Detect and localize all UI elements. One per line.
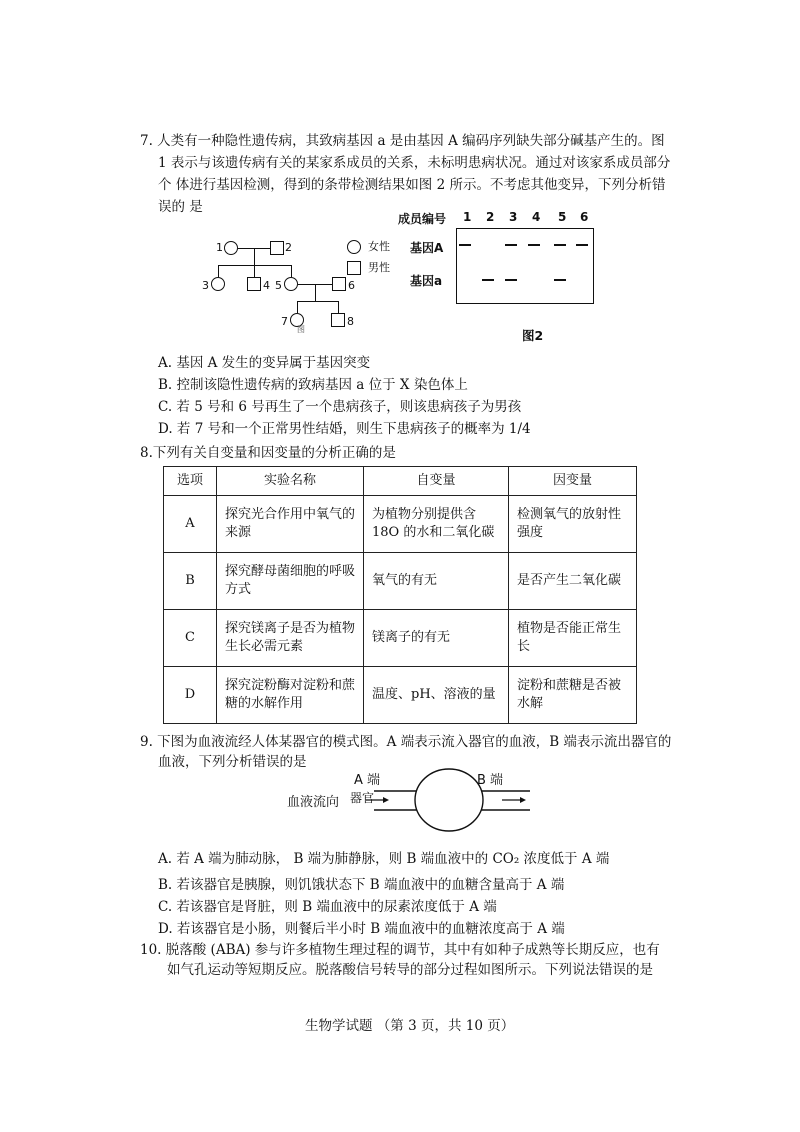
pedigree-descent-line-2 <box>315 284 316 301</box>
organ-ellipse <box>415 769 483 831</box>
header-experiment: 实验名称 <box>217 467 364 496</box>
row-option: D <box>164 667 217 724</box>
header-independent-variable: 自变量 <box>364 467 509 496</box>
table-header-row <box>164 467 637 496</box>
pedigree-male-symbol-8 <box>331 313 345 327</box>
row-experiment: 探究光合作用中氧气的来源 <box>217 496 364 553</box>
pedigree-number-5: 5 <box>275 279 282 292</box>
header-dependent-variable: 因变量 <box>509 467 637 496</box>
member-number-header: 成员编号 <box>398 212 447 226</box>
q7-option-b: B. 控制该隐性遗传病的致病基因 a 位于 X 染色体上 <box>158 377 468 393</box>
pedigree-line <box>254 265 255 277</box>
legend-female-label: 女性 <box>368 240 390 253</box>
q7-stem-line-4: 误的 是 <box>158 199 203 215</box>
pedigree-female-symbol-1 <box>224 241 238 255</box>
gene-a-label: 基因a <box>410 274 443 288</box>
q9-option-a: A. 若 A 端为肺动脉， B 端为肺静脉，则 B 端血液中的 CO₂ 浓度低于 A 端 <box>158 851 610 867</box>
q9-option-c: C. 若该器官是肾脏，则 B 端血液中的尿素浓度低于 A 端 <box>158 899 497 915</box>
pedigree-line <box>338 301 339 313</box>
q10-stem-line-2: 如气孔运动等短期反应。脱落酸信号转导的部分过程如图所示。下列说法错误的是 <box>167 962 653 978</box>
gene-a-band-5 <box>554 279 566 281</box>
gene-a-band-3 <box>505 279 517 281</box>
row-option: B <box>164 553 217 610</box>
pedigree-number-4: 4 <box>263 279 270 292</box>
table-row <box>164 667 637 724</box>
pedigree-number-7: 7 <box>281 315 288 328</box>
member-col-2: 2 <box>486 210 495 224</box>
pedigree-female-symbol-3 <box>211 277 225 291</box>
q7-option-d: D. 若 7 号和一个正常男性结婚，则生下患病孩子的概率为 1/4 <box>158 421 531 437</box>
q7-option-a: A. 基因 A 发生的变异属于基因突变 <box>158 355 371 371</box>
band-gel-box <box>456 228 594 304</box>
row-independent-variable: 镁离子的有无 <box>364 610 509 667</box>
legend-male-symbol <box>347 261 361 275</box>
q8-stem: 8.下列有关自变量和因变量的分析正确的是 <box>140 445 396 461</box>
gene-A-band-4 <box>528 244 540 246</box>
pedigree-line <box>291 265 292 277</box>
q8-table <box>163 466 637 724</box>
pedigree-female-symbol-5 <box>284 277 298 291</box>
member-col-6: 6 <box>580 210 589 224</box>
table-row <box>164 610 637 667</box>
row-independent-variable: 氧气的有无 <box>364 553 509 610</box>
legend-male-label: 男性 <box>368 261 390 274</box>
figure1-caption-fragment: 图 <box>297 325 305 334</box>
label-organ: 器官 <box>350 791 375 805</box>
figure2-caption: 图2 <box>522 328 544 343</box>
header-option: 选项 <box>164 467 217 496</box>
row-independent-variable: 为植物分别提供含18O 的水和二氧化碳 <box>364 496 509 553</box>
member-col-1: 1 <box>463 210 472 224</box>
gene-a-band-2 <box>482 279 494 281</box>
row-dependent-variable: 植物是否能正常生长 <box>509 610 637 667</box>
row-experiment: 探究酵母菌细胞的呼吸方式 <box>217 553 364 610</box>
gene-A-band-1 <box>459 244 471 246</box>
q9-option-b: B. 若该器官是胰腺，则饥饿状态下 B 端血液中的血糖含量高于 A 端 <box>158 877 565 893</box>
gene-A-band-5 <box>554 244 566 246</box>
pedigree-number-3: 3 <box>202 279 209 292</box>
pedigree-number-6: 6 <box>348 279 355 292</box>
label-blood-flow: 血液流向 <box>287 795 340 810</box>
label-b-end: B 端 <box>477 773 504 788</box>
gene-A-band-3 <box>505 244 517 246</box>
pedigree-sibship-line-2 <box>297 301 339 302</box>
member-col-3: 3 <box>509 210 518 224</box>
pedigree-male-symbol-6 <box>332 277 346 291</box>
gene-A-label: 基因A <box>410 241 444 255</box>
pedigree-number-1: 1 <box>216 241 223 254</box>
q7-option-c: C. 若 5 号和 6 号再生了一个患病孩子，则该患病孩子为男孩 <box>158 399 522 415</box>
pedigree-line <box>218 265 219 277</box>
pedigree-male-symbol-4 <box>247 277 261 291</box>
q9-stem-line-1: 9. 下图为血液流经人体某器官的模式图。A 端表示流入器官的血液，B 端表示流出器官的 <box>140 734 672 750</box>
legend-female-symbol <box>347 240 361 254</box>
pedigree-line <box>297 301 298 313</box>
q10-stem-line-1: 10. 脱落酸 (ABA) 参与许多植物生理过程的调节，其中有如种子成熟等长期反应，也有 <box>140 942 660 958</box>
member-col-4: 4 <box>532 210 541 224</box>
q7-stem-line-1: 7. 人类有一种隐性遗传病，其致病基因 a 是由基因 A 编码序列缺失部分碱基产生的。图 <box>140 133 665 149</box>
q9-stem-line-2: 血液，下列分析错误的是 <box>158 754 307 770</box>
pedigree-descent-line <box>254 248 255 265</box>
row-dependent-variable: 是否产生二氧化碳 <box>509 553 637 610</box>
q7-stem-line-3: 个 体进行基因检测，得到的条带检测结果如图 2 所示。不考虑其他变异，下列分析错 <box>158 177 666 193</box>
row-dependent-variable: 检测氧气的放射性强度 <box>509 496 637 553</box>
row-option: A <box>164 496 217 553</box>
member-col-5: 5 <box>558 210 567 224</box>
table-row <box>164 496 637 553</box>
q7-stem-line-2: 1 表示与该遗传病有关的某家系成员的关系，未标明患病状况。通过对该家系成员部分 <box>158 155 671 171</box>
label-a-end: A 端 <box>354 773 381 788</box>
pedigree-male-symbol-2 <box>270 241 284 255</box>
organ-flow-figure <box>280 765 540 837</box>
pedigree-number-2: 2 <box>285 241 292 254</box>
gene-A-band-6 <box>576 244 588 246</box>
row-dependent-variable: 淀粉和蔗糖是否被水解 <box>509 667 637 724</box>
row-experiment: 探究淀粉酶对淀粉和蔗糖的水解作用 <box>217 667 364 724</box>
row-experiment: 探究镁离子是否为植物生长必需元素 <box>217 610 364 667</box>
q9-option-d: D. 若该器官是小肠，则餐后半小时 B 端血液中的血糖浓度高于 A 端 <box>158 921 565 937</box>
pedigree-number-8: 8 <box>347 315 354 328</box>
row-option: C <box>164 610 217 667</box>
row-independent-variable: 温度、pH、溶液的量 <box>364 667 509 724</box>
page-footer: 生物学试题 （第 3 页，共 10 页） <box>305 1018 515 1034</box>
table-row <box>164 553 637 610</box>
